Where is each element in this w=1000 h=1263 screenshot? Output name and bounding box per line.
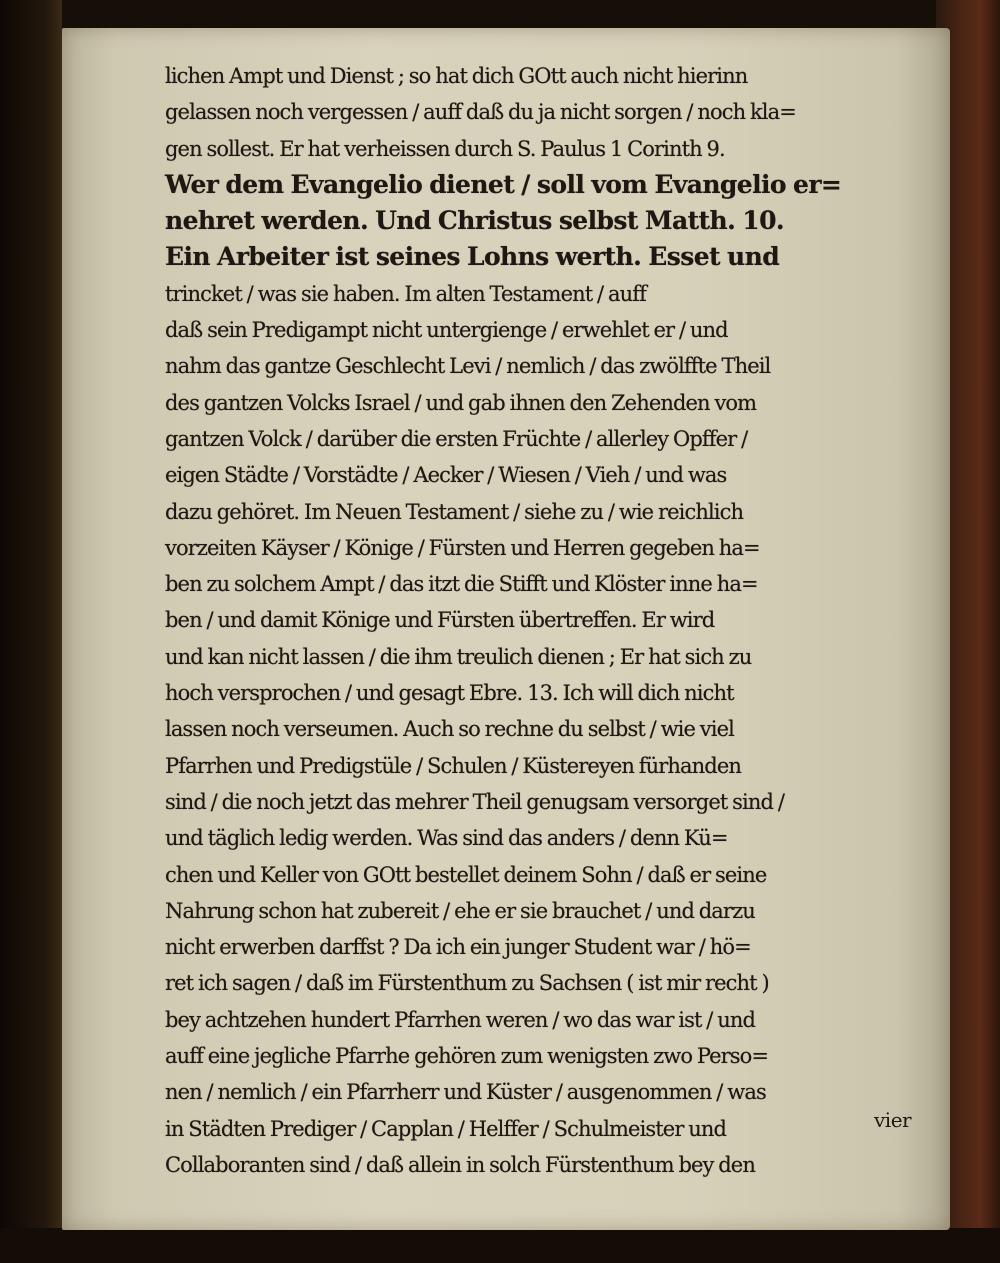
page-text <box>165 58 865 1183</box>
text-line: daß sein Predigampt nicht untergienge / erwehlet er / und <box>165 318 728 343</box>
text-line: gen sollest. Er hat verheissen durch S. Paulus 1 Corinth 9. <box>165 136 725 161</box>
text-line: bey achtzehen hundert Pfarrhen weren / wo das war ist / und <box>165 1007 756 1032</box>
text-line: hoch versprochen / und gesagt Ebre. 13. Ich will dich nicht <box>165 681 734 706</box>
text-line: eigen Städte / Vorstädte / Aecker / Wiesen / Vieh / und was <box>165 463 727 488</box>
text-line: lichen Ampt und Dienst ; so hat dich GOtt auch nicht hierinn <box>165 64 748 88</box>
book-board-left <box>0 0 62 1263</box>
text-line: nehret werden. Und Christus selbst Matth. 10. <box>165 206 784 236</box>
text-line: dazu gehöret. Im Neuen Testament / siehe zu / wie reichlich <box>165 499 744 524</box>
text-line: Nahrung schon hat zubereit / ehe er sie brauchet / und darzu <box>165 898 755 923</box>
text-line: ben / und damit Könige und Fürsten übertreffen. Er wird <box>165 608 715 633</box>
text-line: nen / nemlich / ein Pfarrherr und Küster / ausgenommen / was <box>165 1080 766 1105</box>
text-line: vorzeiten Käyser / Könige / Fürsten und Herren gegeben ha= <box>165 535 760 560</box>
text-line: sind / die noch jetzt das mehrer Theil genugsam versorget sind / <box>165 789 784 814</box>
text-line: und täglich ledig werden. Was sind das anders / denn Kü= <box>165 826 728 851</box>
book-board-bottom <box>0 1228 1000 1263</box>
text-line: nicht erwerben darffst ? Da ich ein junger Student war / hö= <box>165 935 751 960</box>
text-line: auff eine jegliche Pfarrhe gehören zum wenigsten zwo Perso= <box>165 1044 769 1069</box>
text-line: chen und Keller von GOtt bestellet deinem Sohn / daß er seine <box>165 862 767 887</box>
text-line: in Städten Prediger / Capplan / Helffer / Schulmeister und <box>165 1116 727 1141</box>
text-line: gelassen noch vergessen / auff daß du ja nicht sorgen / noch kla= <box>165 100 796 125</box>
catchword: vier <box>874 1108 912 1132</box>
text-line: und kan nicht lassen / die ihm treulich dienen ; Er hat sich zu <box>165 644 752 669</box>
text-line: nahm das gantze Geschlecht Levi / nemlich / das zwölffte Theil <box>165 354 771 379</box>
text-line: gantzen Volck / darüber die ersten Früchte / allerley Opffer / <box>165 426 748 451</box>
text-line: des gantzen Volcks Israel / und gab ihnen den Zehenden vom <box>165 390 757 415</box>
text-line: trincket / was sie haben. Im alten Testament / auff <box>165 281 646 306</box>
text-line: Wer dem Evangelio dienet / soll vom Evangelio er= <box>165 169 842 199</box>
text-line: ret ich sagen / daß im Fürstenthum zu Sachsen ( ist mir recht ) <box>165 971 769 996</box>
text-line: lassen noch verseumen. Auch so rechne du selbst / wie viel <box>165 717 734 742</box>
text-line: Collaboranten sind / daß allein in solch Fürstenthum bey den <box>165 1152 755 1177</box>
text-line: Pfarrhen und Predigstüle / Schulen / Küstereyen fürhanden <box>165 753 741 778</box>
text-line: Ein Arbeiter ist seines Lohns werth. Esset und <box>165 242 780 272</box>
text-line: ben zu solchem Ampt / das itzt die Stifft und Klöster inne ha= <box>165 572 758 597</box>
